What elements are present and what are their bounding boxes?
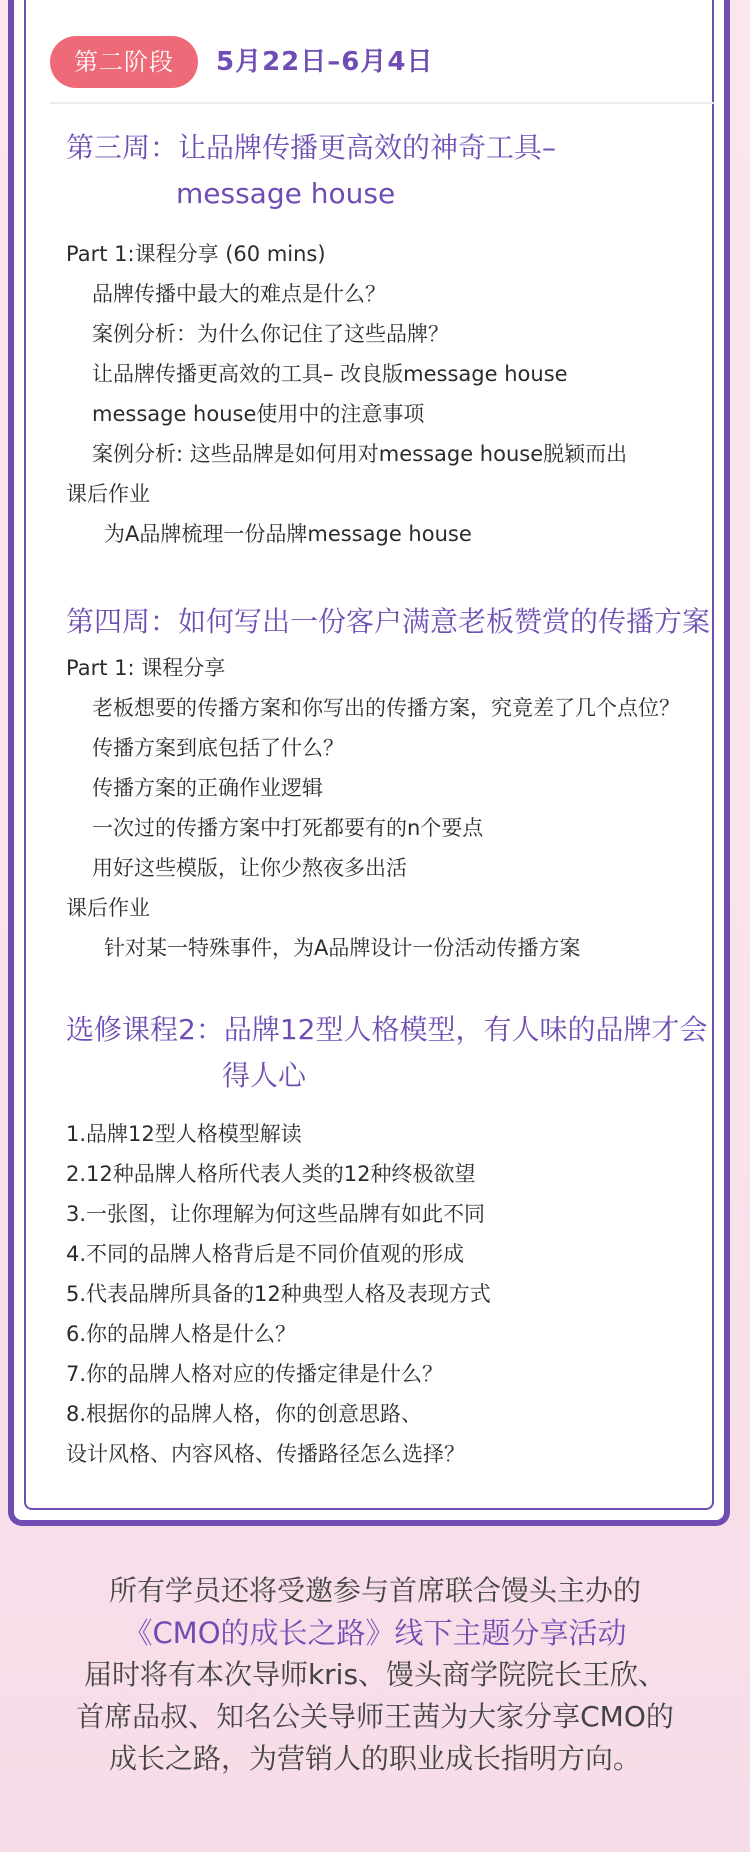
week3-part1: Part 1:课程分享 (60 mins) — [66, 242, 326, 266]
week3-homework-label: 课后作业 — [66, 482, 150, 506]
divider — [50, 102, 714, 104]
week4-title: 第四周：如何写出一份客户满意老板赞赏的传播方案 — [66, 605, 711, 638]
elective2-item: 3.一张图，让你理解为何这些品牌有如此不同 — [66, 1202, 486, 1226]
elective2-item: 4.不同的品牌人格背后是不同价值观的形成 — [66, 1242, 465, 1266]
footer-line: 成长之路，为营销人的职业成长指明方向。 — [108, 1742, 641, 1775]
elective2-item: 1.品牌12型人格模型解读 — [66, 1122, 302, 1146]
week3-title-cont: message house — [176, 177, 396, 210]
week3-item: message house使用中的注意事项 — [92, 402, 425, 426]
footer-announcement — [0, 1570, 750, 1780]
week4-item: 传播方案到底包括了什么？ — [92, 736, 344, 760]
week3-item: 案例分析：为什么你记住了这些品牌？ — [92, 322, 449, 346]
elective2-item: 7.你的品牌人格对应的传播定律是什么？ — [66, 1362, 444, 1386]
course-card — [8, 0, 730, 1526]
elective2-item: 2.12种品牌人格所代表人类的12种终极欲望 — [66, 1162, 476, 1186]
week4-part1: Part 1: 课程分享 — [66, 656, 226, 680]
week3-item: 案例分析: 这些品牌是如何用对message house脱颖而出 — [92, 442, 628, 466]
week4-homework: 针对某一特殊事件，为A品牌设计一份活动传播方案 — [104, 936, 581, 960]
elective2-item: 8.根据你的品牌人格，你的创意思路、 — [66, 1402, 423, 1426]
elective2-title: 选修课程2：品牌12型人格模型，有人味的品牌才会 — [66, 1013, 708, 1046]
week3-item: 让品牌传播更高效的工具– 改良版message house — [92, 362, 568, 386]
footer-line: 届时将有本次导师kris、馒头商学院院长王欣、 — [83, 1658, 667, 1691]
week4-item: 传播方案的正确作业逻辑 — [92, 776, 323, 800]
week4-item: 用好这些模版，让你少熬夜多出活 — [92, 856, 407, 880]
stage-badge: 第二阶段 — [50, 36, 198, 88]
elective2-title-cont: 得人心 — [222, 1059, 307, 1092]
stage-dates: 5月22日–6月4日 — [216, 47, 434, 77]
footer-line: 所有学员还将受邀参与首席联合馒头主办的 — [108, 1574, 641, 1607]
footer-line: 首席品叔、知名公关导师王茜为大家分享CMO的 — [76, 1700, 674, 1733]
week4-item: 老板想要的传播方案和你写出的传播方案，究竟差了几个点位？ — [92, 696, 680, 720]
week3-title: 第三周：让品牌传播更高效的神奇工具– — [66, 131, 557, 164]
week4-item: 一次过的传播方案中打死都要有的n个要点 — [92, 816, 484, 840]
elective2-item: 5.代表品牌所具备的12种典型人格及表现方式 — [66, 1282, 491, 1306]
week3-homework: 为A品牌梳理一份品牌message house — [104, 522, 472, 546]
elective2-item: 设计风格、内容风格、传播路径怎么选择？ — [66, 1442, 465, 1466]
footer-event-title: 《CMO的成长之路》线下主题分享活动 — [123, 1616, 627, 1650]
week4-homework-label: 课后作业 — [66, 896, 150, 920]
week3-item: 品牌传播中最大的难点是什么？ — [92, 282, 386, 306]
elective2-item: 6.你的品牌人格是什么？ — [66, 1322, 297, 1346]
